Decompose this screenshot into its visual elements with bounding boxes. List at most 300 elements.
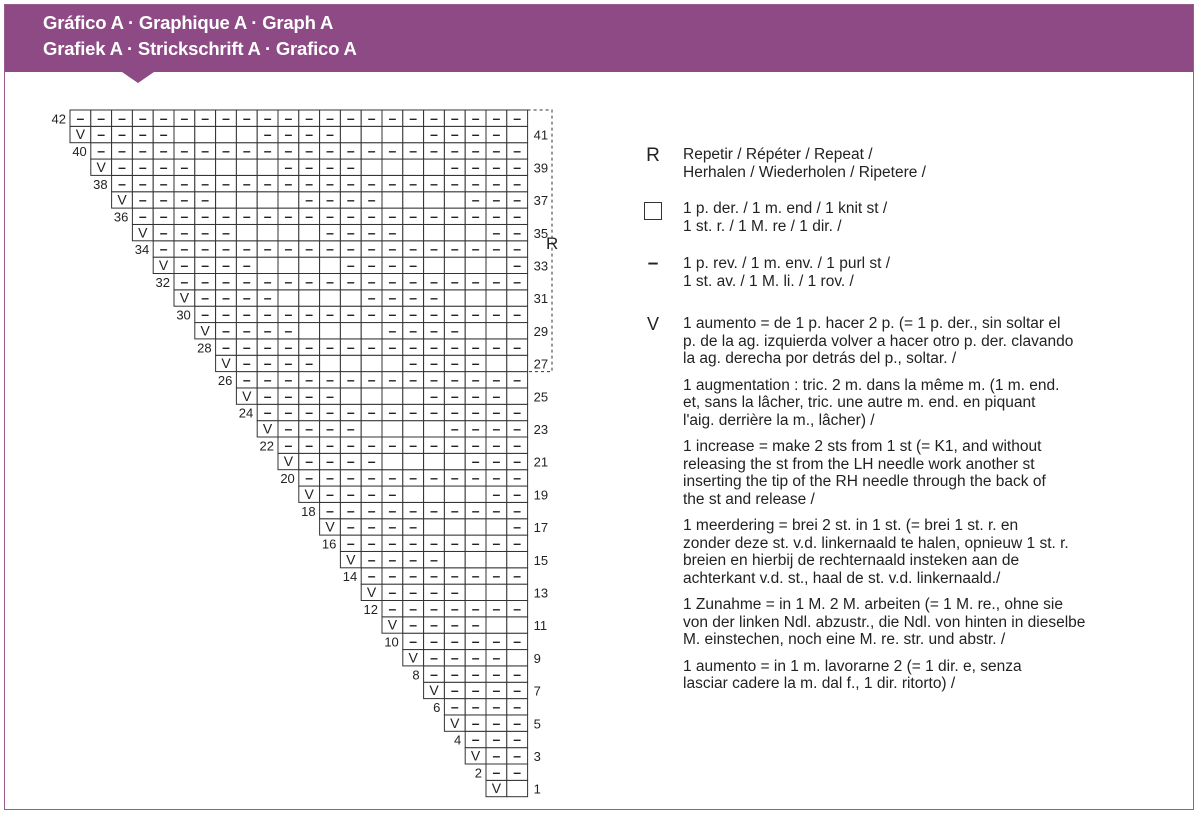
purl-symbol-mark: –	[263, 207, 272, 224]
purl-symbol-mark: –	[492, 453, 501, 470]
purl-symbol-mark: –	[409, 584, 418, 600]
purl-symbol-mark: –	[492, 567, 501, 584]
purl-symbol-mark: –	[326, 306, 334, 323]
purl-symbol-mark: –	[450, 698, 459, 715]
row-number: 14	[342, 569, 358, 585]
purl-symbol-mark: –	[471, 191, 480, 208]
chart-row-34	[153, 241, 527, 258]
purl-symbol-mark: –	[159, 126, 168, 143]
increase-symbol-mark: V	[262, 420, 273, 437]
chart-cell	[486, 257, 507, 273]
row-number: 17	[533, 520, 549, 536]
purl-symbol-mark: –	[242, 371, 251, 388]
row-number: 37	[533, 193, 549, 209]
purl-symbol-mark: –	[471, 682, 480, 699]
purl-symbol-mark: –	[471, 338, 480, 355]
row-number: 16	[321, 536, 337, 552]
purl-symbol-mark: –	[263, 142, 272, 159]
purl-symbol-mark: –	[409, 567, 418, 584]
purl-symbol-mark: –	[222, 142, 230, 159]
purl-symbol-mark: –	[513, 371, 522, 388]
chart-row-41	[70, 126, 528, 143]
purl-symbol-mark: –	[118, 109, 126, 126]
chart-cell	[278, 257, 299, 273]
row-number: 30	[176, 307, 191, 323]
purl-symbol-mark: –	[430, 551, 438, 568]
purl-symbol-mark: –	[450, 404, 459, 421]
purl-symbol-mark: –	[201, 142, 210, 159]
purl-symbol-mark: –	[492, 191, 501, 208]
purl-symbol-mark: –	[305, 355, 314, 372]
purl-symbol-mark: –	[346, 257, 355, 273]
purl-symbol-mark: –	[430, 616, 438, 633]
purl-symbol-mark: –	[492, 158, 501, 175]
row-number: 7	[533, 683, 541, 699]
purl-symbol-mark: –	[367, 224, 376, 241]
purl-symbol-mark: –	[346, 534, 355, 551]
legend-purl-text: 1 p. rev. / 1 m. env. / 1 purl st / 1 st. av. / 1 M. li. / 1 rov. /	[683, 255, 891, 290]
purl-symbol-mark: –	[492, 747, 501, 764]
chart-cell	[507, 290, 528, 306]
chart-row-27	[216, 355, 528, 372]
purl-symbol-mark: –	[492, 698, 501, 715]
purl-symbol-mark: –	[409, 633, 418, 650]
purl-symbol-mark: –	[450, 567, 459, 584]
purl-symbol-mark: –	[326, 420, 334, 437]
row-number: 8	[412, 667, 420, 683]
chart-row-1	[486, 780, 528, 796]
purl-symbol-mark: –	[263, 355, 272, 372]
increase-symbol-mark: V	[408, 649, 418, 666]
purl-symbol-mark: –	[118, 142, 126, 159]
purl-symbol-mark: –	[326, 371, 334, 388]
purl-symbol-mark: –	[388, 534, 397, 551]
row-number: 41	[533, 127, 549, 143]
row-number: 22	[259, 438, 274, 454]
increase-symbol: V	[646, 314, 659, 334]
purl-symbol-mark: –	[409, 240, 418, 257]
purl-symbol-mark: –	[201, 240, 210, 257]
row-number: 3	[533, 749, 541, 764]
purl-symbol-mark: –	[513, 109, 522, 126]
purl-symbol-mark: –	[409, 207, 418, 224]
chart-row-13	[361, 584, 527, 601]
chart-cell	[361, 421, 382, 437]
purl-symbol-mark: –	[409, 355, 418, 372]
purl-symbol-mark: –	[180, 142, 189, 159]
purl-symbol-mark: –	[471, 600, 480, 617]
purl-symbol-mark: –	[222, 322, 230, 339]
purl-symbol-mark: –	[513, 404, 522, 421]
row-number: 33	[533, 258, 549, 274]
chart-row-24	[257, 404, 527, 421]
purl-symbol-mark: –	[430, 469, 438, 486]
purl-symbol-mark: –	[513, 436, 522, 453]
purl-symbol-mark: –	[492, 404, 501, 421]
purl-symbol-mark: –	[450, 322, 459, 339]
purl-symbol-mark: –	[388, 371, 397, 388]
purl-symbol-mark: –	[409, 534, 418, 551]
purl-symbol-mark: –	[97, 126, 106, 143]
purl-symbol-mark: –	[346, 404, 355, 421]
purl-symbol-mark: –	[326, 338, 334, 355]
purl-symbol-mark: –	[242, 257, 251, 273]
purl-symbol-mark: –	[201, 207, 210, 224]
chart-row-35	[132, 224, 527, 241]
chart-row-15	[340, 551, 527, 568]
purl-symbol-mark: –	[367, 567, 376, 584]
purl-symbol-mark: –	[180, 224, 189, 241]
purl-symbol-mark: –	[305, 306, 314, 323]
symbol-legend	[640, 146, 1160, 702]
purl-symbol-mark: –	[138, 109, 147, 126]
purl-symbol-mark: –	[201, 224, 210, 241]
legend-repeat-text: Repetir / Répéter / Repeat / Herhalen / Wiederholen / Ripetere /	[683, 146, 926, 181]
purl-symbol-mark: –	[201, 191, 210, 208]
purl-symbol-mark: –	[367, 273, 376, 290]
chart-row-37	[112, 192, 528, 209]
purl-symbol-mark: –	[492, 338, 501, 355]
purl-symbol-mark: –	[326, 436, 334, 453]
purl-symbol-mark: –	[513, 698, 522, 715]
purl-symbol-mark: –	[367, 436, 376, 453]
increase-symbol-mark: V	[304, 485, 314, 502]
purl-symbol-mark: –	[367, 518, 376, 535]
purl-symbol-mark: –	[346, 109, 355, 126]
row-number: 42	[51, 111, 66, 127]
chart-row-9	[403, 649, 528, 665]
purl-symbol-mark: –	[471, 273, 480, 290]
purl-symbol-mark: –	[180, 240, 189, 257]
chart-cell	[361, 159, 382, 175]
chart-cell	[424, 192, 445, 208]
purl-symbol-mark: –	[159, 240, 168, 257]
purl-symbol-mark: –	[180, 109, 189, 126]
purl-symbol-mark: –	[388, 551, 397, 568]
chart-row-7	[424, 682, 528, 699]
chart-cell	[403, 388, 424, 404]
purl-symbol-mark: –	[138, 191, 147, 208]
purl-symbol-mark: –	[305, 469, 314, 486]
legend-knit	[640, 200, 1160, 255]
purl-symbol-mark: –	[409, 371, 418, 388]
row-number: 19	[533, 487, 549, 503]
purl-symbol-mark: –	[367, 485, 376, 502]
purl-symbol-mark: –	[430, 322, 438, 339]
increase-text-de: 1 Zunahme = in 1 M. 2 M. arbeiten (= 1 M. re., ohne sie von der linken Ndl. abzustr., die Ndl. von hinten in dieselbe M. einstechen, noch eine M. re. str. und abstr. /	[683, 596, 1086, 648]
chart-row-18	[320, 502, 528, 519]
purl-symbol-mark: –	[180, 191, 189, 208]
purl-symbol-mark: –	[346, 158, 355, 175]
chart-row-23	[257, 421, 527, 438]
purl-symbol-mark: –	[305, 207, 314, 224]
purl-symbol-mark: –	[242, 273, 251, 290]
purl-symbol-mark: –	[450, 126, 459, 143]
chart-cell	[382, 159, 403, 175]
purl-symbol-mark: –	[242, 109, 251, 126]
purl-symbol-mark: –	[450, 616, 459, 633]
purl-symbol-mark: –	[450, 142, 459, 159]
purl-symbol-mark: –	[471, 306, 480, 323]
purl-symbol-mark: –	[180, 175, 189, 192]
chart-row-17	[320, 519, 528, 536]
purl-symbol-mark: –	[471, 387, 480, 404]
purl-symbol-mark: –	[242, 175, 251, 192]
purl-symbol-mark: –	[450, 371, 459, 388]
purl-symbol-mark: –	[284, 420, 293, 437]
chart-row-8	[424, 666, 528, 683]
purl-symbol-mark: –	[409, 469, 418, 486]
chart-row-19	[299, 486, 528, 503]
legend-repeat	[640, 146, 1160, 200]
purl-symbol-mark: –	[471, 355, 480, 372]
purl-symbol-mark: –	[222, 224, 230, 241]
purl-symbol-mark: –	[201, 175, 210, 192]
purl-symbol-mark: –	[409, 436, 418, 453]
chart-cell	[403, 192, 424, 208]
purl-symbol-mark: –	[201, 109, 210, 126]
purl-symbol-mark: –	[326, 207, 334, 224]
purl-symbol-mark: –	[471, 371, 480, 388]
purl-symbol-mark: –	[367, 240, 376, 257]
purl-symbol-mark: –	[346, 518, 355, 535]
increase-symbol-mark: V	[366, 584, 377, 600]
chart-cell	[444, 453, 465, 469]
purl-symbol-mark: –	[305, 338, 314, 355]
purl-symbol: –	[647, 253, 659, 274]
purl-symbol-mark: –	[513, 175, 522, 192]
purl-symbol-mark: –	[305, 142, 314, 159]
purl-symbol-mark: –	[513, 453, 522, 470]
purl-symbol-mark: –	[409, 257, 418, 273]
chart-cell	[236, 126, 257, 142]
purl-symbol-mark: –	[513, 191, 522, 208]
row-number: 15	[533, 552, 549, 568]
purl-symbol-mark: –	[430, 109, 438, 126]
chart-cell	[382, 453, 403, 469]
increase-symbol-mark: V	[221, 355, 231, 372]
purl-symbol-mark: –	[450, 502, 459, 519]
purl-symbol-mark: –	[284, 158, 293, 175]
purl-symbol-mark: –	[284, 109, 293, 126]
purl-symbol-mark: –	[430, 126, 438, 143]
legend-knit-text: 1 p. der. / 1 m. end / 1 knit st / 1 st. r. / 1 M. re / 1 dir. /	[683, 200, 888, 235]
purl-symbol-mark: –	[450, 240, 459, 257]
header-title-line-1: Gráfico A · Graphique A · Graph A	[43, 12, 334, 33]
purl-symbol-mark: –	[284, 436, 293, 453]
increase-symbol-mark: V	[325, 518, 335, 535]
purl-symbol-mark: –	[492, 240, 501, 257]
purl-symbol-mark: –	[471, 453, 480, 470]
chart-cell	[216, 126, 237, 142]
chart-cell	[257, 159, 278, 175]
purl-symbol-mark: –	[138, 175, 147, 192]
purl-symbol-mark: –	[430, 207, 438, 224]
purl-symbol-mark: –	[326, 404, 334, 421]
purl-symbol-mark: –	[201, 289, 210, 306]
purl-symbol-mark: –	[388, 224, 397, 241]
purl-symbol-mark: –	[430, 584, 438, 600]
row-number: 21	[533, 454, 549, 470]
row-number: 13	[533, 585, 549, 601]
row-number: 10	[384, 634, 399, 650]
purl-symbol-mark: –	[430, 273, 438, 290]
chart-row-28	[216, 339, 528, 356]
chart-cell	[465, 486, 486, 502]
chart-cell	[465, 519, 486, 535]
purl-symbol-mark: –	[492, 224, 501, 241]
chart-cell	[195, 126, 216, 142]
increase-symbol-mark: V	[242, 387, 252, 404]
increase-text-it: 1 aumento = in 1 m. lavorarne 2 (= 1 dir. e, senza lasciar cadere la m. dal f., 1 dir. ritorto) /	[683, 657, 1022, 692]
chart-row-2	[486, 764, 528, 781]
purl-symbol-mark: –	[346, 142, 355, 159]
purl-symbol-mark: –	[430, 289, 438, 306]
purl-symbol-mark: –	[97, 109, 106, 126]
purl-symbol-mark: –	[409, 273, 418, 290]
increase-symbol-mark: V	[283, 453, 294, 470]
purl-symbol-mark: –	[346, 191, 355, 208]
purl-symbol-mark: –	[284, 355, 293, 372]
purl-symbol-mark: –	[492, 682, 501, 699]
purl-symbol-mark: –	[263, 338, 272, 355]
empty-square-icon	[640, 200, 666, 220]
purl-symbol-mark: –	[367, 257, 376, 273]
chart-cell	[486, 584, 507, 600]
purl-symbol-mark: –	[430, 387, 438, 404]
purl-symbol-mark: –	[346, 338, 355, 355]
chart-cell	[465, 551, 486, 567]
purl-symbol-mark: –	[138, 207, 147, 224]
purl-symbol-mark: –	[201, 257, 210, 273]
purl-symbol-mark: –	[450, 420, 459, 437]
purl-symbol-mark: –	[388, 518, 397, 535]
purl-symbol-mark: –	[305, 387, 314, 404]
increase-symbol-mark: V	[96, 158, 106, 175]
purl-symbol-mark: –	[222, 207, 230, 224]
purl-symbol-mark: –	[450, 665, 459, 682]
purl-symbol-mark: –	[284, 387, 293, 404]
chart-cell	[486, 551, 507, 567]
purl-symbol-mark: –	[450, 338, 459, 355]
purl-symbol-mark: –	[367, 371, 376, 388]
purl-symbol-mark: –	[513, 747, 522, 764]
purl-symbol-mark: –	[513, 485, 522, 502]
chart-cell	[424, 421, 445, 437]
purl-symbol-mark: –	[326, 142, 334, 159]
chart-cell	[507, 323, 528, 339]
purl-symbol-mark: –	[263, 404, 272, 421]
chart-cell	[299, 224, 320, 240]
row-number: 5	[533, 716, 541, 732]
purl-symbol-mark: –	[326, 224, 334, 241]
row-number: 24	[238, 405, 254, 421]
chart-row-4	[465, 731, 527, 747]
purl-symbol-mark: –	[159, 224, 168, 241]
purl-symbol-mark: –	[305, 126, 314, 143]
row-number: 32	[155, 274, 170, 290]
purl-symbol-mark: –	[263, 306, 272, 323]
purl-symbol-mark: –	[367, 469, 376, 486]
purl-symbol-mark: –	[367, 453, 376, 470]
increase-symbol-mark: V	[138, 224, 148, 241]
chart-cell	[507, 355, 528, 371]
purl-symbol-mark: –	[471, 502, 480, 519]
purl-symbol-mark: –	[284, 371, 293, 388]
chart-row-36	[132, 208, 527, 225]
purl-symbol-mark: –	[492, 306, 501, 323]
repeat-label: R	[546, 233, 559, 253]
purl-symbol-mark: –	[471, 665, 480, 682]
chart-row-14	[361, 568, 527, 584]
purl-symbol-mark: –	[471, 404, 480, 421]
purl-symbol-mark: –	[180, 273, 189, 290]
purl-symbol-mark: –	[367, 306, 376, 323]
chart-cell	[465, 323, 486, 339]
purl-symbol-mark: –	[326, 453, 334, 470]
chart-cell	[278, 290, 299, 306]
purl-symbol-mark: –	[513, 502, 522, 519]
purl-symbol-mark: –	[513, 665, 522, 682]
chart-cell	[507, 388, 528, 404]
increase-symbol-mark: V	[387, 616, 398, 633]
purl-symbol-mark: –	[513, 420, 522, 437]
purl-symbol-mark: –	[159, 142, 168, 159]
purl-symbol-mark: –	[263, 371, 272, 388]
purl-symbol-mark: –	[450, 600, 459, 617]
purl-symbol-mark: –	[388, 502, 397, 519]
purl-symbol-mark: –	[471, 698, 480, 715]
purl-symbol-mark: –	[242, 289, 251, 306]
purl-symbol-mark: –	[409, 616, 418, 633]
purl-symbol-mark: –	[326, 158, 334, 175]
chart-cell	[340, 388, 361, 404]
purl-symbol-mark: –	[513, 714, 522, 731]
purl-symbol-mark: –	[284, 306, 293, 323]
purl-symbol-mark: –	[450, 649, 459, 666]
purl-symbol-mark: –	[409, 175, 418, 192]
chart-cell	[216, 159, 237, 175]
chart-cell	[382, 192, 403, 208]
purl-symbol-mark: –	[492, 502, 501, 519]
chart-cell	[257, 192, 278, 208]
increase-symbol-mark: V	[429, 682, 439, 699]
purl-symbol-mark: –	[471, 126, 480, 143]
chart-row-32	[174, 273, 528, 290]
purl-symbol-mark: –	[471, 142, 480, 159]
purl-symbol-mark: –	[409, 322, 418, 339]
purl-symbol-mark: –	[118, 175, 126, 192]
purl-symbol-mark: –	[242, 322, 251, 339]
chart-cell	[299, 323, 320, 339]
row-number: 35	[533, 225, 549, 241]
chart-cell	[486, 355, 507, 371]
increase-symbol-mark: V	[491, 780, 502, 797]
increase-text-nl: 1 meerdering = brei 2 st. in 1 st. (= brei 1 st. r. en zonder deze st. v.d. linkernaald te halen, opnieuw 1 st. r. breien en hierbij de rechternaald insteken aan de achterkant v.d. st., haal de st. v.d. linkernaald./	[683, 517, 1069, 587]
chart-cell	[278, 224, 299, 240]
purl-symbol-mark: –	[201, 306, 210, 323]
purl-symbol-mark: –	[326, 191, 334, 208]
purl-symbol-mark: –	[263, 387, 272, 404]
chart-cell	[195, 159, 216, 175]
row-number: 25	[533, 389, 549, 405]
purl-symbol-mark: –	[97, 142, 106, 159]
chart-cell	[424, 159, 445, 175]
purl-symbol-mark: –	[388, 240, 397, 257]
purl-symbol-mark: –	[450, 682, 459, 699]
purl-symbol-mark: –	[138, 126, 147, 143]
purl-symbol-mark: –	[513, 682, 522, 699]
